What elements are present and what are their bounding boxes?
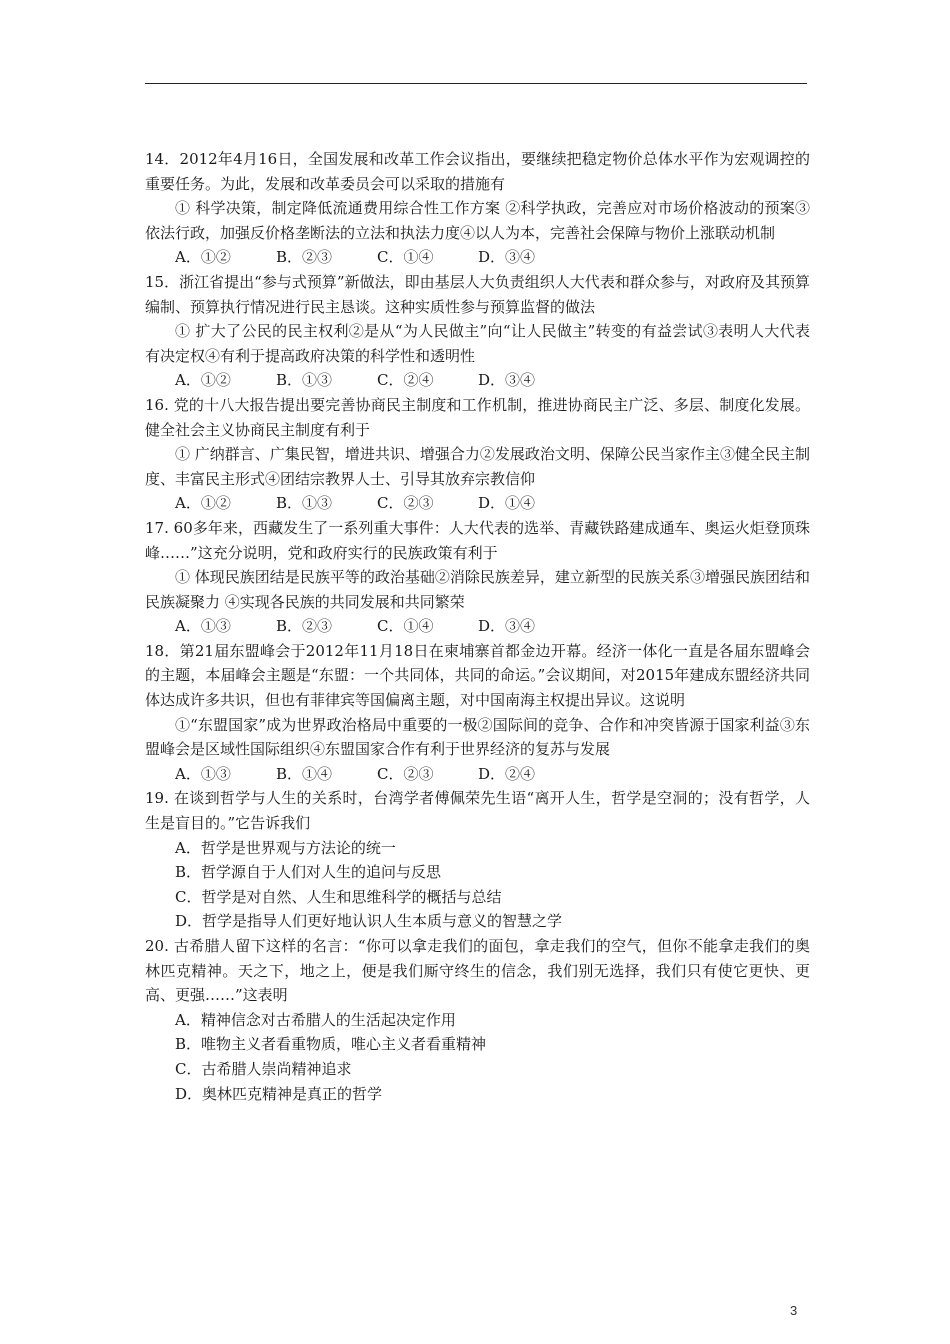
question-stem: 16. 党的十八大报告提出要完善协商民主制度和工作机制，推进协商民主广泛、多层、制度化发展。健全社会主义协商民主制度有利于 bbox=[145, 395, 810, 439]
option-b: B．②③ bbox=[276, 617, 333, 636]
option-d: D．哲学是指导人们更好地认识人生本质与意义的智慧之学 bbox=[175, 912, 563, 931]
page-number: 3 bbox=[790, 1303, 798, 1318]
option-a: A．①② bbox=[175, 248, 231, 267]
option-d: D．③④ bbox=[478, 248, 536, 267]
question-statements: ① 扩大了公民的民主权利②是从“为人民做主”向“让人民做主”转变的有益尝试③表明人大代表有决定权④有利于提高政府决策的科学性和透明性 bbox=[145, 322, 810, 365]
question-stem: 19. 在谈到哲学与人生的关系时，台湾学者傅佩荣先生语“离开人生，哲学是空洞的；没有哲学，人生是盲目的。”它告诉我们 bbox=[145, 789, 810, 833]
option-b: B．①③ bbox=[276, 494, 333, 513]
question-14 bbox=[145, 147, 810, 270]
question-15 bbox=[145, 270, 810, 393]
option-d: D．①④ bbox=[478, 494, 536, 513]
answer-options bbox=[145, 368, 810, 393]
option-b: B．①④ bbox=[276, 764, 333, 783]
question-18 bbox=[145, 639, 810, 787]
option-a: A．①③ bbox=[175, 764, 231, 783]
answer-options bbox=[145, 614, 810, 639]
question-16 bbox=[145, 393, 810, 516]
option-d: D．奥林匹克精神是真正的哲学 bbox=[175, 1084, 383, 1103]
question-20 bbox=[145, 934, 810, 1106]
option-d: D．③④ bbox=[478, 617, 536, 636]
answer-options bbox=[145, 491, 810, 516]
question-19 bbox=[145, 786, 810, 934]
option-a: A．①③ bbox=[175, 617, 231, 636]
option-c: C．②④ bbox=[377, 371, 434, 390]
question-list bbox=[145, 147, 810, 1106]
header-rule bbox=[145, 83, 807, 84]
option-a: A．哲学是世界观与方法论的统一 bbox=[175, 838, 396, 857]
option-c: C．②③ bbox=[377, 494, 434, 513]
option-a: A．精神信念对古希腊人的生活起决定作用 bbox=[175, 1010, 456, 1029]
answer-options bbox=[145, 762, 810, 787]
question-stem: 17. 60多年来，西藏发生了一系列重大事件：人大代表的选举、青藏铁路建成通车、奥运火炬登顶珠峰……”这充分说明，党和政府实行的民族政策有利于 bbox=[145, 518, 810, 562]
question-17 bbox=[145, 516, 810, 639]
question-statements: ①“东盟国家”成为世界政治格局中重要的一极②国际间的竞争、合作和冲突皆源于国家利益③东盟峰会是区域性国际组织④东盟国家合作有利于世界经济的复苏与发展 bbox=[145, 715, 810, 759]
question-stem: 18．第21届东盟峰会于2012年11月18日在柬埔寨首都金边开幕。经济一体化一直是各届东盟峰会的主题，本届峰会主题是“东盟：一个共同体，共同的命运。”会议期间，对2015年建成东盟经济共同体达成许多共识，但也有菲律宾等国偏离主题，对中国南海主权提出异议。这说明 bbox=[145, 641, 810, 710]
option-d: D．③④ bbox=[478, 371, 536, 390]
option-b: B．哲学源自于人们对人生的追问与反思 bbox=[175, 863, 442, 882]
answer-options bbox=[145, 245, 810, 270]
option-b: B．②③ bbox=[276, 248, 333, 267]
option-c: C．古希腊人崇尚精神追求 bbox=[175, 1059, 352, 1078]
question-statements: ① 体现民族团结是民族平等的政治基础②消除民族差异，建立新型的民族关系③增强民族团结和民族凝聚力 ④实现各民族的共同发展和共同繁荣 bbox=[145, 568, 810, 611]
option-a: A．①② bbox=[175, 494, 231, 513]
question-stem: 15．浙江省提出“参与式预算”新做法，即由基层人大负责组织人大代表和群众参与，对政府及其预算编制、预算执行情况进行民主恳谈。这种实质性参与预算监督的做法 bbox=[145, 272, 810, 316]
question-statements: ① 广纳群言、广集民智，增进共识、增强合力②发展政治文明、保障公民当家作主③健全民主制度、丰富民主形式④团结宗教界人士、引导其放弃宗教信仰 bbox=[145, 445, 810, 488]
option-c: C．①④ bbox=[377, 617, 434, 636]
option-c: C．哲学是对自然、人生和思维科学的概括与总结 bbox=[175, 887, 502, 906]
option-c: C．②③ bbox=[377, 764, 434, 783]
option-b: B．唯物主义者看重物质，唯心主义者看重精神 bbox=[175, 1035, 487, 1054]
question-statements: ① 科学决策，制定降低流通费用综合性工作方案 ②科学执政，完善应对市场价格波动的预案③依法行政，加强反价格垄断法的立法和执法力度④以人为本，完善社会保障与物价上涨联动机制 bbox=[145, 199, 810, 242]
option-d: D．②④ bbox=[478, 764, 536, 783]
option-b: B．①③ bbox=[276, 371, 333, 390]
option-c: C．①④ bbox=[377, 248, 434, 267]
question-stem: 20. 古希腊人留下这样的名言：“你可以拿走我们的面包，拿走我们的空气，但你不能拿走我们的奥林匹克精神。天之下，地之上，便是我们厮守终生的信念，我们别无选择，我们只有使它更快、更高、更强……”这表明 bbox=[145, 937, 810, 1005]
option-a: A．①② bbox=[175, 371, 231, 390]
question-stem: 14．2012年4月16日，全国发展和改革工作会议指出，要继续把稳定物价总体水平作为宏观调控的重要任务。为此，发展和改革委员会可以采取的措施有 bbox=[145, 150, 810, 193]
